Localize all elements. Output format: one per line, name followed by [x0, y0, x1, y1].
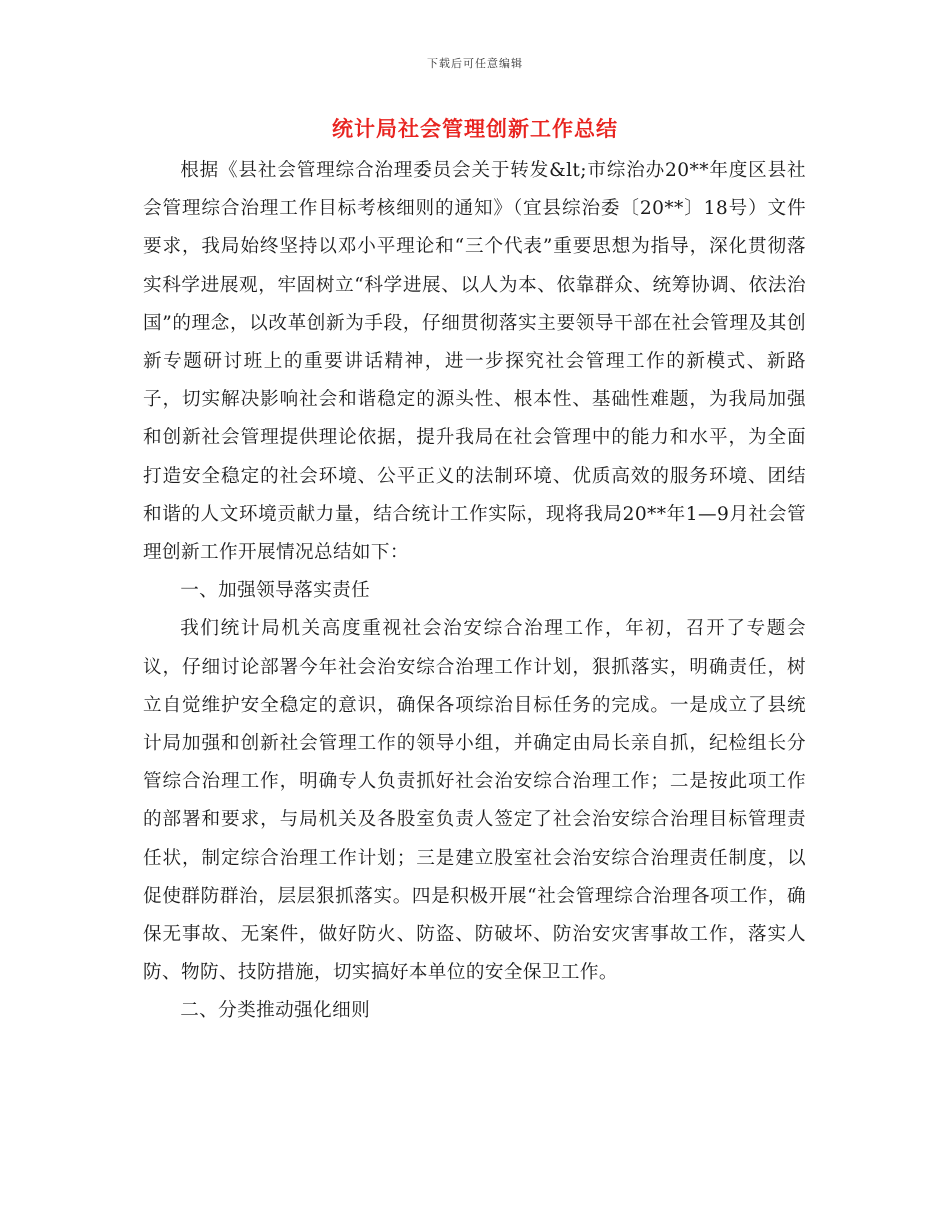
section-heading-1: 一、加强领导落实责任	[180, 580, 371, 602]
section-heading-2: 二、分类推动强化细则	[180, 1000, 371, 1022]
paragraph-intro: 根据《县社会管理综合治理委员会关于转发&lt;市综治办20**年度区县社会管理综合治理工作目标考核细则的通知》（宜县综治委〔20**〕18号）文件要求，我局始终坚持以邓小平理论和“三个代表”重要思想为指导，深化贯彻落实科学进展观，牢固树立“科学进展、以人为本、依靠群众、统筹协调、依法治国”的理念，以改革创新为手段，仔细贯彻落实主要领导干部在社会管理及其创新专题研讨班上的重要讲话精神，进一步探究社会管理工作的新模式、新路子，切实解决影响社会和谐稳定的源头性、根本性、基础性难题，为我局加强和创新社会管理提供理论依据，提升我局在社会管理中的能力和水平，为全面打造安全稳定的社会环境、公平正义的法制环境、优质高效的服务环境、团结和谐的人文环境贡献力量，结合统计工作实际，现将我局20**年1—9月社会管理创新工作开展情况总结如下：	[143, 160, 806, 564]
page-header-note: 下载后可任意编辑	[427, 57, 523, 70]
document-title: 统计局社会管理创新工作总结	[332, 117, 618, 141]
document-body	[143, 152, 806, 1031]
paragraph-section-1: 我们统计局机关高度重视社会治安综合治理工作，年初，召开了专题会议，仔细讨论部署今年社会治安综合治理工作计划，狠抓落实，明确责任，树立自觉维护安全稳定的意识，确保各项综治目标任务的完成。一是成立了县统计局加强和创新社会管理工作的领导小组，并确定由局长亲自抓，纪检组长分管综合治理工作，明确专人负责抓好社会治安综合治理工作；二是按此项工作的部署和要求，与局机关及各股室负责人签定了社会治安综合治理目标管理责任状，制定综合治理工作计划；三是建立股室社会治安综合治理责任制度，以促使群防群治，层层狠抓落实。四是积极开展“社会管理综合治理各项工作，确保无事故、无案件，做好防火、防盗、防破坏、防治安灾害事故工作，落实人防、物防、技防措施，切实搞好本单位的安全保卫工作。	[143, 618, 806, 984]
